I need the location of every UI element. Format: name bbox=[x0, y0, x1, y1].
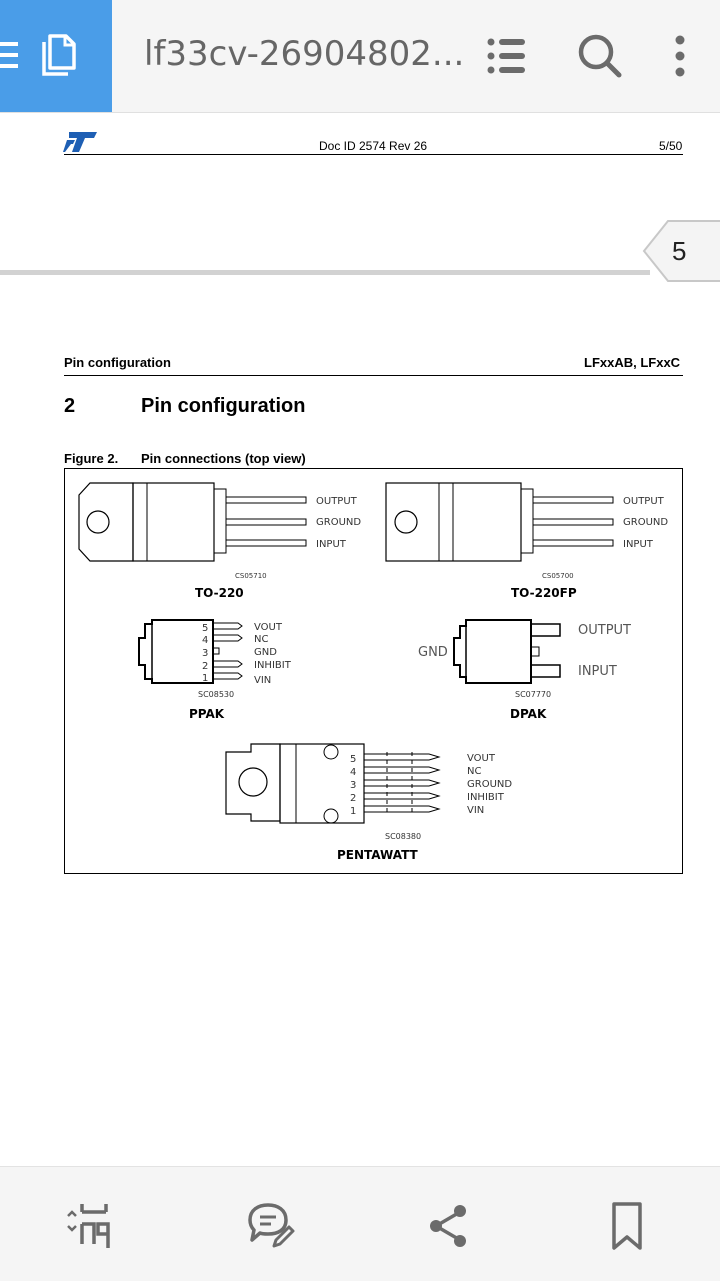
menu-icon[interactable] bbox=[0, 36, 22, 76]
bookmark-icon[interactable] bbox=[602, 1200, 654, 1252]
reflow-icon[interactable] bbox=[64, 1200, 116, 1252]
pentawatt-pin-vout: VOUT bbox=[467, 753, 495, 764]
ppak-pin-inhibit: INHIBIT bbox=[254, 660, 291, 671]
running-header-right: LFxxAB, LFxxC bbox=[584, 355, 681, 370]
header-rule bbox=[64, 154, 683, 155]
doc-id: Doc ID 2574 Rev 26 bbox=[319, 139, 428, 153]
document-button[interactable] bbox=[0, 0, 112, 112]
to220fp-pin-input: INPUT bbox=[623, 539, 653, 550]
to220-code: CS05710 bbox=[235, 572, 267, 580]
page-badge-number: 5 bbox=[672, 236, 687, 266]
dpak-name: DPAK bbox=[510, 707, 547, 721]
ppak-number-2: 2 bbox=[202, 661, 209, 672]
running-header-rule bbox=[64, 375, 683, 376]
ppak-pin-gnd: GND bbox=[254, 647, 277, 658]
ppak-pin-vin: VIN bbox=[254, 675, 272, 686]
search-icon[interactable] bbox=[574, 30, 626, 82]
to220-name: TO-220 bbox=[195, 586, 244, 600]
section-title: Pin configuration bbox=[141, 395, 306, 417]
to220-package bbox=[79, 483, 306, 561]
to220fp-name: TO-220FP bbox=[511, 586, 577, 600]
figure-label: Figure 2. bbox=[64, 451, 119, 466]
dpak-code: SC07770 bbox=[515, 690, 552, 699]
pentawatt-package bbox=[226, 744, 439, 823]
pentawatt-number-2: 2 bbox=[350, 793, 357, 804]
to220fp-package bbox=[386, 483, 613, 561]
document-title: lf33cv-26904802... bbox=[144, 34, 465, 74]
ppak-number-4: 4 bbox=[202, 635, 209, 646]
pentawatt-code: SC08380 bbox=[385, 832, 422, 841]
pentawatt-pin-inhibit: INHIBIT bbox=[467, 792, 504, 803]
pentawatt-pin-vin: VIN bbox=[467, 805, 485, 816]
to220fp-pin-ground: GROUND bbox=[623, 517, 669, 528]
dpak-pin-input: INPUT bbox=[578, 664, 617, 679]
pentawatt-name: PENTAWATT bbox=[337, 848, 418, 862]
share-icon[interactable] bbox=[422, 1200, 474, 1252]
dpak-package bbox=[454, 620, 560, 683]
pentawatt-number-3: 3 bbox=[350, 780, 357, 791]
figure-caption: Pin connections (top view) bbox=[141, 451, 306, 466]
ppak-number-3: 3 bbox=[202, 648, 209, 659]
to220fp-pin-output: OUTPUT bbox=[623, 496, 664, 507]
running-header-left: Pin configuration bbox=[64, 355, 171, 370]
st-logo bbox=[63, 132, 97, 152]
to220fp-code: CS05700 bbox=[542, 572, 574, 580]
pentawatt-number-1: 1 bbox=[350, 806, 357, 817]
to220-pin-ground: GROUND bbox=[316, 517, 362, 528]
page-number: 5/50 bbox=[659, 139, 683, 153]
section-number: 2 bbox=[64, 395, 76, 417]
ppak-pin-vout: VOUT bbox=[254, 622, 282, 633]
dpak-pin-output: OUTPUT bbox=[578, 623, 631, 638]
ppak-code: SC08530 bbox=[198, 690, 235, 699]
comment-edit-icon[interactable] bbox=[244, 1200, 296, 1252]
pentawatt-number-5: 5 bbox=[350, 754, 357, 765]
pentawatt-number-4: 4 bbox=[350, 767, 357, 778]
pin-connections-figure bbox=[64, 468, 683, 874]
copy-icon bbox=[36, 32, 80, 80]
page-separator bbox=[0, 270, 650, 275]
ppak-number-5: 5 bbox=[202, 623, 209, 634]
ppak-pin-nc: NC bbox=[254, 634, 269, 645]
bottom-bar bbox=[0, 1166, 720, 1281]
pentawatt-pin-nc: NC bbox=[467, 766, 482, 777]
to220-pin-input: INPUT bbox=[316, 539, 346, 550]
app-bar bbox=[0, 0, 720, 113]
more-vert-icon[interactable] bbox=[654, 30, 706, 82]
pentawatt-pin-ground: GROUND bbox=[467, 779, 513, 790]
dpak-gnd: GND bbox=[418, 645, 448, 660]
ppak-name: PPAK bbox=[189, 707, 225, 721]
pin-connections-drawing bbox=[65, 469, 684, 875]
ppak-number-1: 1 bbox=[202, 673, 209, 684]
to220-pin-output: OUTPUT bbox=[316, 496, 357, 507]
ppak-package bbox=[139, 620, 242, 683]
toc-list-icon[interactable] bbox=[484, 30, 536, 82]
